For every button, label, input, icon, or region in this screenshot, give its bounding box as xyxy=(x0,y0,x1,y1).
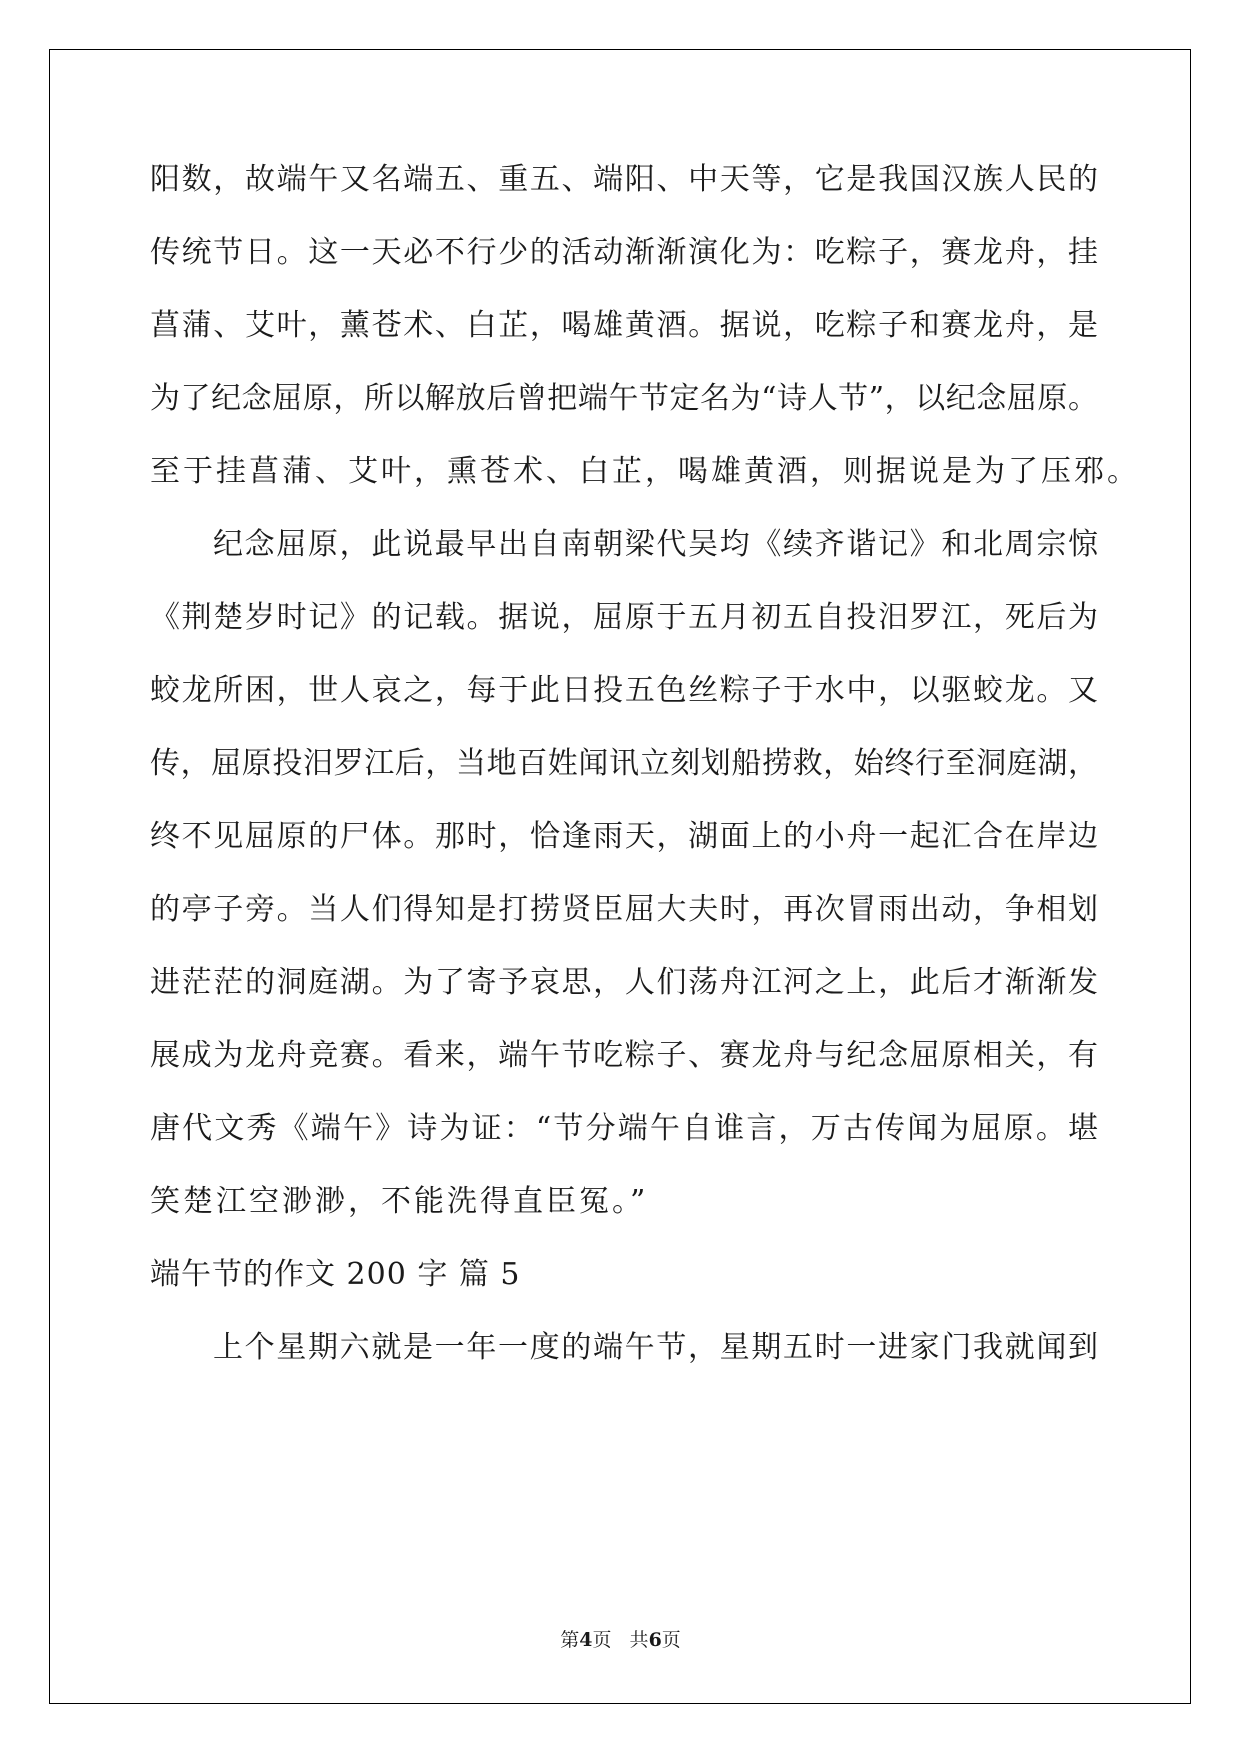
text-line: 终不见屈原的尸体。那时，恰逢雨天，湖面上的小舟一起汇合在岸边 xyxy=(150,819,1098,854)
text-line: 阳数，故端午又名端五、重五、端阳、中天等，它是我国汉族人民的 xyxy=(150,162,1098,197)
footer-prefix: 第 xyxy=(560,1629,580,1651)
footer-middle: 页 共 xyxy=(592,1629,649,1651)
section-heading: 端午节的作文 200 字 篇 5 xyxy=(150,1257,521,1292)
text-line: 进茫茫的洞庭湖。为了寄予哀思，人们荡舟江河之上，此后才渐渐发 xyxy=(150,965,1098,1000)
text-line: 的亭子旁。当人们得知是打捞贤臣屈大夫时，再次冒雨出动，争相划 xyxy=(150,892,1098,927)
text-line: 菖蒲、艾叶，薰苍术、白芷，喝雄黄酒。据说，吃粽子和赛龙舟，是 xyxy=(150,308,1098,343)
current-page-number: 4 xyxy=(579,1629,593,1651)
text-line: 至于挂菖蒲、艾叶，熏苍术、白芷，喝雄黄酒，则据说是为了压邪。 xyxy=(150,454,1140,489)
paragraph-start-line: 纪念屈原，此说最早出自南朝梁代吴均《续齐谐记》和北周宗惊 xyxy=(213,527,1098,562)
text-line: 传，屈原投汨罗江后，当地百姓闻讯立刻划船捞救，始终行至洞庭湖， xyxy=(150,746,1098,781)
text-line: 为了纪念屈原，所以解放后曾把端午节定名为“诗人节”，以纪念屈原。 xyxy=(150,381,1098,416)
text-line: 蛟龙所困，世人哀之，每于此日投五色丝粽子于水中，以驱蛟龙。又 xyxy=(150,673,1098,708)
footer-suffix: 页 xyxy=(661,1629,681,1651)
page-footer xyxy=(0,1628,1241,1652)
paragraph-start-line: 上个星期六就是一年一度的端午节，星期五时一进家门我就闻到 xyxy=(213,1330,1098,1365)
text-line: 展成为龙舟竞赛。看来，端午节吃粽子、赛龙舟与纪念屈原相关，有 xyxy=(150,1038,1098,1073)
total-pages-number: 6 xyxy=(648,1629,662,1651)
text-line: 传统节日。这一天必不行少的活动渐渐演化为：吃粽子，赛龙舟，挂 xyxy=(150,235,1098,270)
text-line: 《荆楚岁时记》的记载。据说，屈原于五月初五自投汨罗江，死后为 xyxy=(150,600,1098,635)
text-line: 唐代文秀《端午》诗为证：“节分端午自谁言，万古传闻为屈原。堪 xyxy=(150,1111,1098,1146)
text-line: 笑楚江空渺渺，不能洗得直臣冤。” xyxy=(150,1184,649,1219)
page-border xyxy=(49,49,1191,1704)
